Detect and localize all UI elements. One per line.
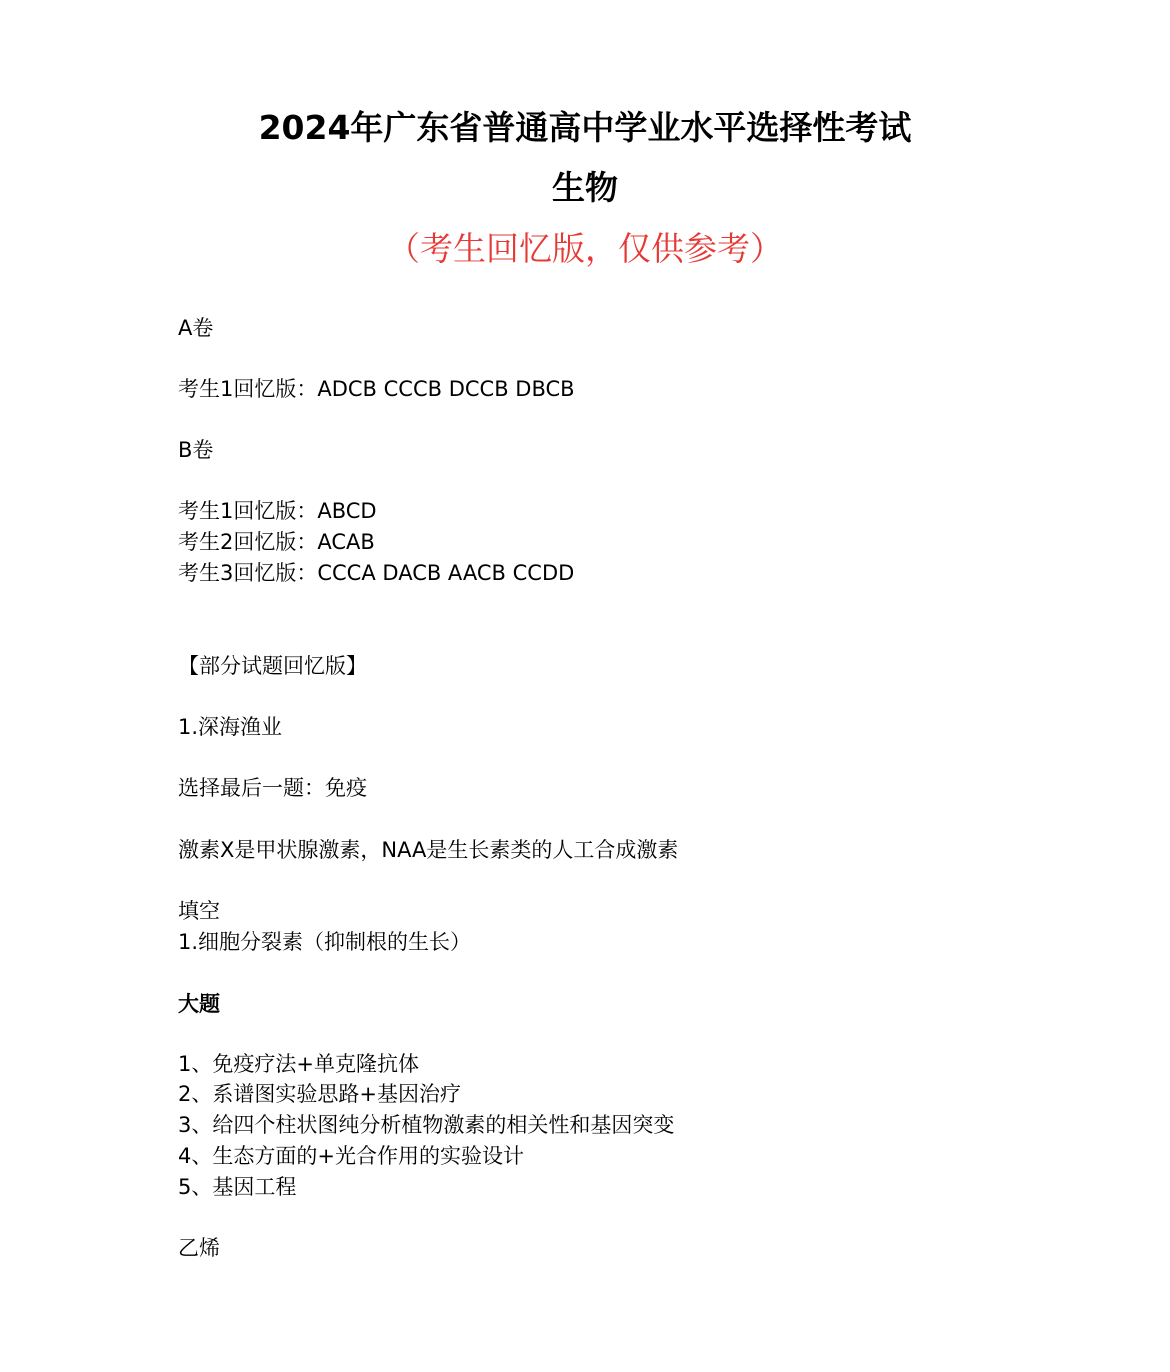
- partial-item-1: 1.深海渔业: [178, 715, 283, 739]
- big-question-4: 4、生态方面的+光合作用的实验设计: [178, 1144, 524, 1168]
- section-a-label: A卷: [178, 316, 214, 340]
- section-a-answer-1: 考生1回忆版：ADCB CCCB DCCB DBCB: [178, 377, 575, 401]
- big-question-1: 1、免疫疗法+单克隆抗体: [178, 1052, 419, 1076]
- big-questions-label: 大题: [178, 992, 220, 1016]
- big-question-5: 5、基因工程: [178, 1175, 297, 1199]
- section-b-answer-1: 考生1回忆版：ABCD: [178, 499, 377, 523]
- recall-note: （考生回忆版，仅供参考）: [387, 229, 783, 268]
- section-b-answer-2: 考生2回忆版：ACAB: [178, 530, 375, 554]
- document-title: 2024年广东省普通高中学业水平选择性考试: [258, 108, 912, 147]
- section-b-label: B卷: [178, 438, 214, 462]
- last-choice-question: 选择最后一题：免疫: [178, 776, 367, 800]
- section-b-answer-3: 考生3回忆版：CCCA DACB AACB CCDD: [178, 561, 575, 585]
- big-question-3: 3、给四个柱状图纯分析植物激素的相关性和基因突变: [178, 1113, 675, 1137]
- fill-blank-label: 填空: [178, 899, 220, 923]
- big-question-2: 2、系谱图实验思路+基因治疗: [178, 1082, 461, 1106]
- fill-blank-item: 1.细胞分裂素（抑制根的生长）: [178, 930, 472, 954]
- ethylene-note: 乙烯: [178, 1236, 220, 1260]
- partial-heading: 【部分试题回忆版】: [178, 654, 367, 678]
- hormone-note: 激素X是甲状腺激素，NAA是生长素类的人工合成激素: [178, 838, 679, 862]
- subject-title: 生物: [552, 168, 618, 207]
